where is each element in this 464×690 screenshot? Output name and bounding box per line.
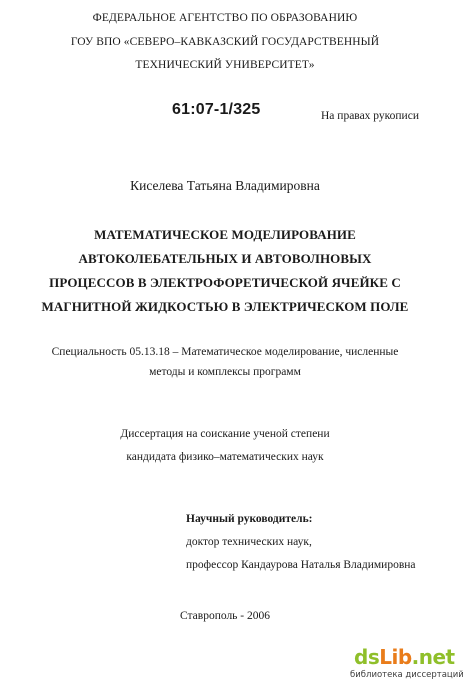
dissertation-line-2: кандидата физико–математических наук [126, 451, 324, 463]
title-line-4: МАГНИТНОЙ ЖИДКОСТЬЮ В ЭЛЕКТРИЧЕСКОМ ПОЛЕ [41, 299, 409, 314]
specialty-line-2: методы и комплексы программ [149, 366, 301, 378]
advisor-label: Научный руководитель: [186, 513, 313, 525]
advisor-line-2: профессор Кандаурова Наталья Владимировна [186, 559, 416, 571]
logo-ds: ds [354, 645, 380, 669]
dslib-watermark [350, 645, 464, 686]
logo-lib: Lib [379, 645, 412, 669]
advisor-line-1: доктор технических наук, [186, 536, 312, 548]
agency-line-2: ГОУ ВПО «СЕВЕРО–КАВКАЗСКИЙ ГОСУДАРСТВЕННЫЙ [70, 36, 380, 48]
city-year: Ставрополь - 2006 [179, 610, 271, 622]
rights-note: На правах рукописи [321, 110, 419, 122]
catalog-code: 61:07-1/325 [172, 101, 261, 118]
agency-line-3: ТЕХНИЧЕСКИЙ УНИВЕРСИТЕТ» [135, 59, 315, 71]
dissertation-line-1: Диссертация на соискание ученой степени [120, 428, 330, 440]
title-line-1: МАТЕМАТИЧЕСКОЕ МОДЕЛИРОВАНИЕ [94, 227, 356, 242]
author-name: Киселева Татьяна Владимировна [130, 178, 320, 193]
dslib-logo [354, 646, 455, 668]
title-line-3: ПРОЦЕССОВ В ЭЛЕКТРОФОРЕТИЧЕСКОЙ ЯЧЕЙКЕ С [49, 275, 401, 290]
agency-line-1: ФЕДЕРАЛЬНОЕ АГЕНТСТВО ПО ОБРАЗОВАНИЮ [92, 12, 358, 24]
specialty-line-1: Специальность 05.13.18 – Математическое моделирование, численные [51, 346, 399, 358]
title-line-2: АВТОКОЛЕБАТЕЛЬНЫХ И АВТОВОЛНОВЫХ [78, 251, 372, 266]
watermark-tagline: библиотека диссертаций [350, 670, 464, 680]
logo-net: .net [411, 645, 455, 669]
